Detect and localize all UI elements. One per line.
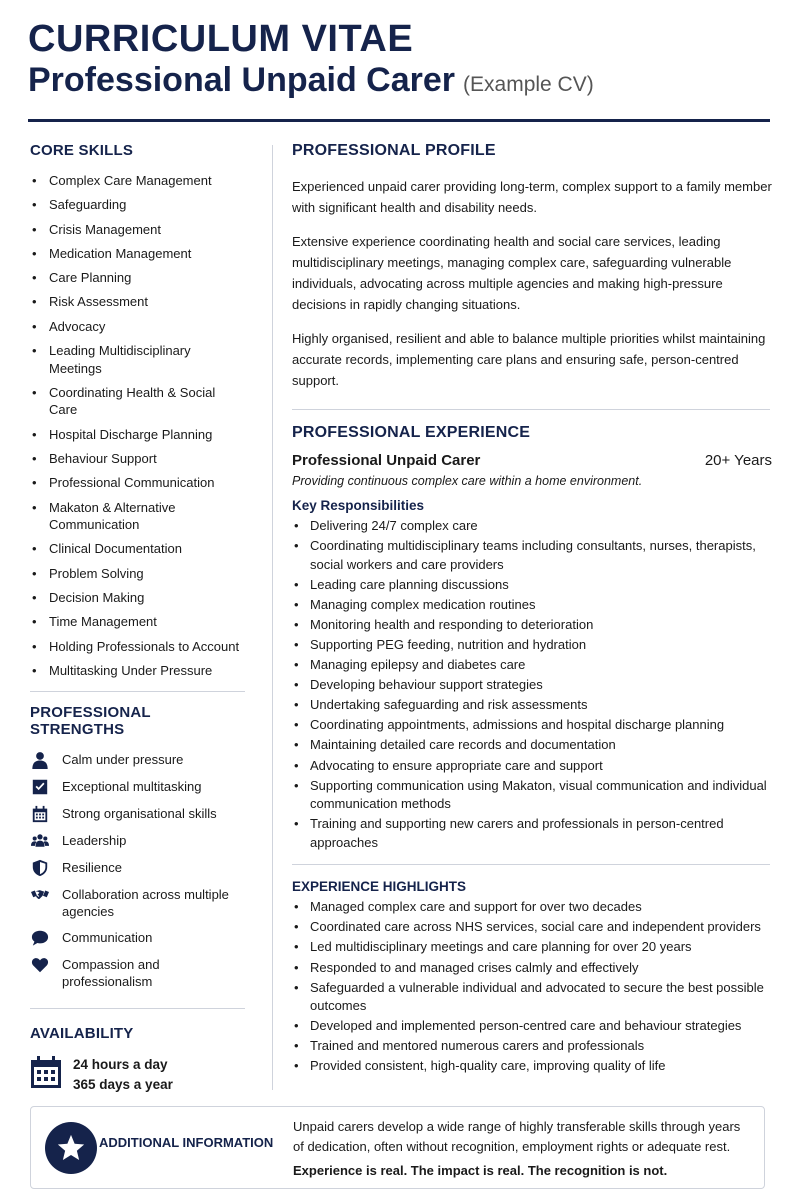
responsibility-item: • Supporting PEG feeding, nutrition and hydration: [292, 636, 772, 655]
strength-label: Exceptional multitasking: [62, 779, 202, 795]
responsibility-item: • Undertaking safeguarding and risk assessments: [292, 696, 772, 715]
availability-line: 365 days a year: [73, 1077, 173, 1093]
cv-header: [28, 18, 594, 105]
responsibilities-heading: Key Responsibilities: [292, 498, 425, 513]
cv-subtitle-note: (Example CV): [463, 73, 594, 96]
responsibility-item: • Maintaining detailed care records and documentation: [292, 736, 772, 755]
availability-lines: [73, 1055, 173, 1095]
job-years: 20+ Years: [704, 452, 772, 469]
strength-item: [30, 751, 245, 769]
highlight-item: • Developed and implemented person-centred care and behaviour strategies: [292, 1017, 772, 1036]
highlight-item: • Led multidisciplinary meetings and care planning for over 20 years: [292, 938, 772, 957]
highlights-heading: EXPERIENCE HIGHLIGHTS: [292, 879, 467, 895]
responsibility-item: • Monitoring health and responding to deterioration: [292, 616, 772, 635]
highlight-item: • Trained and mentored numerous carers and professionals: [292, 1037, 772, 1056]
responsibility-item: • Coordinating appointments, admissions and hospital discharge planning: [292, 716, 772, 735]
right-column: [292, 142, 772, 1077]
handshake-icon: [30, 886, 50, 904]
responsibility-item: • Delivering 24/7 complex care: [292, 517, 772, 536]
skill-item: • Crisis Management: [30, 221, 245, 239]
strength-label: Compassion and professionalism: [62, 957, 160, 990]
skill-item: • Makaton & Alternative Communication: [30, 499, 245, 534]
strength-label: Calm under pressure: [62, 752, 184, 768]
section-divider: [292, 409, 770, 410]
responsibility-item: • Supporting communication using Makaton, visual communication and individual communication methods: [292, 777, 772, 814]
strengths-heading: PROFESSIONAL STRENGTHS: [30, 704, 151, 739]
highlight-item: • Coordinated care across NHS services, social care and independent providers: [292, 918, 772, 937]
highlight-item: • Managed complex care and support for over two decades: [292, 898, 772, 917]
additional-info-body: Unpaid carers develop a wide range of highly transferable skills through years of dedication, often without recognition, employment rights or adequate rest.: [293, 1119, 741, 1154]
skill-item: • Safeguarding: [30, 196, 245, 214]
experience-heading: PROFESSIONAL EXPERIENCE: [292, 424, 531, 441]
availability-block: [30, 1055, 245, 1095]
responsibility-item: • Managing epilepsy and diabetes care: [292, 656, 772, 675]
skill-item: • Complex Care Management: [30, 172, 245, 190]
additional-info-box: [30, 1106, 765, 1189]
skill-item: • Time Management: [30, 613, 245, 631]
skill-item: • Care Planning: [30, 269, 245, 287]
calendar-icon: [30, 1055, 62, 1089]
skill-item: • Holding Professionals to Account: [30, 638, 245, 656]
core-skills-list: [30, 172, 245, 679]
profile-heading: PROFESSIONAL PROFILE: [292, 142, 496, 159]
profile-paragraph: Highly organised, resilient and able to balance multiple priorities whilst maintaining accurate records, implementing care plans and ensuring safe, person-centred support.: [292, 331, 766, 388]
cv-subtitle-text: Professional Unpaid Carer: [28, 61, 456, 99]
job-row: [292, 452, 772, 469]
column-divider: [272, 145, 273, 1090]
skill-item: • Advocacy: [30, 318, 245, 336]
strengths-list: [30, 751, 245, 990]
job-title: Professional Unpaid Carer: [292, 452, 481, 469]
cv-subtitle: [28, 60, 594, 105]
highlight-item: • Safeguarded a vulnerable individual and advocated to secure the best possible outcomes: [292, 979, 772, 1016]
strength-item: [30, 929, 245, 947]
cv-title: CURRICULUM VITAE: [28, 18, 414, 60]
strength-label: Leadership: [62, 833, 127, 849]
profile-paragraph: Experienced unpaid carer providing long-term, complex support to a family member with significant health and disability needs.: [292, 179, 772, 215]
group-icon: [30, 832, 50, 850]
section-divider: [30, 1008, 245, 1009]
core-skills-heading: CORE SKILLS: [30, 142, 134, 159]
responsibility-item: • Advocating to ensure appropriate care and support: [292, 757, 772, 776]
additional-info-emphasis: Experience is real. The impact is real. The recognition is not.: [293, 1163, 668, 1178]
strength-item: [30, 886, 245, 920]
shield-icon: [30, 859, 50, 877]
strength-item: [30, 859, 245, 877]
profile-paragraph: Extensive experience coordinating health and social care services, leading multidisciplinary meetings, managing complex care, safeguarding vulnerable individuals, advocating across multiple agencies and making high-pressure decisions in rapidly changing situations.: [292, 234, 732, 312]
skill-item: • Behaviour Support: [30, 450, 245, 468]
additional-info-text: [293, 1117, 753, 1181]
availability-heading: AVAILABILITY: [30, 1025, 134, 1043]
skill-item: • Coordinating Health & Social Care: [30, 384, 245, 419]
strength-item: [30, 956, 245, 990]
section-divider: [292, 864, 770, 865]
skill-item: • Decision Making: [30, 589, 245, 607]
skill-item: • Risk Assessment: [30, 293, 245, 311]
strength-label: Collaboration across multiple agencies: [62, 887, 229, 920]
responsibilities-list: [292, 517, 772, 852]
highlights-list: [292, 898, 772, 1076]
skill-item: • Medication Management: [30, 245, 245, 263]
skill-item: • Clinical Documentation: [30, 540, 245, 558]
star-icon: [45, 1122, 97, 1174]
header-rule: [28, 119, 770, 122]
job-description: Providing continuous complex care within a home environment.: [292, 474, 643, 488]
skill-item: • Multitasking Under Pressure: [30, 662, 245, 680]
left-column: [30, 142, 245, 1095]
strength-item: [30, 778, 245, 796]
skill-item: • Problem Solving: [30, 565, 245, 583]
strength-item: [30, 832, 245, 850]
responsibility-item: • Training and supporting new carers and professionals in person-centred approaches: [292, 815, 772, 852]
availability-line: 24 hours a day: [73, 1057, 168, 1073]
strength-label: Resilience: [62, 860, 122, 876]
responsibility-item: • Leading care planning discussions: [292, 576, 772, 595]
section-divider: [30, 691, 245, 692]
checkbox-icon: [30, 778, 50, 796]
skill-item: • Professional Communication: [30, 474, 245, 492]
calendar-icon: [30, 805, 50, 823]
responsibility-item: • Managing complex medication routines: [292, 596, 772, 615]
highlight-item: • Provided consistent, high-quality care, improving quality of life: [292, 1057, 772, 1076]
strength-item: [30, 805, 245, 823]
strength-label: Communication: [62, 930, 153, 946]
person-icon: [30, 751, 50, 769]
highlight-item: • Responded to and managed crises calmly and effectively: [292, 959, 772, 978]
skill-item: • Leading Multidisciplinary Meetings: [30, 342, 245, 377]
strength-label: Strong organisational skills: [62, 806, 217, 822]
responsibility-item: • Developing behaviour support strategies: [292, 676, 772, 695]
heart-icon: [30, 956, 50, 974]
responsibility-item: • Coordinating multidisciplinary teams including consultants, nurses, therapists, social workers and care providers: [292, 537, 772, 574]
speech-bubble-icon: [30, 929, 50, 947]
skill-item: • Hospital Discharge Planning: [30, 426, 245, 444]
additional-info-label: ADDITIONAL INFORMATION: [99, 1135, 274, 1150]
